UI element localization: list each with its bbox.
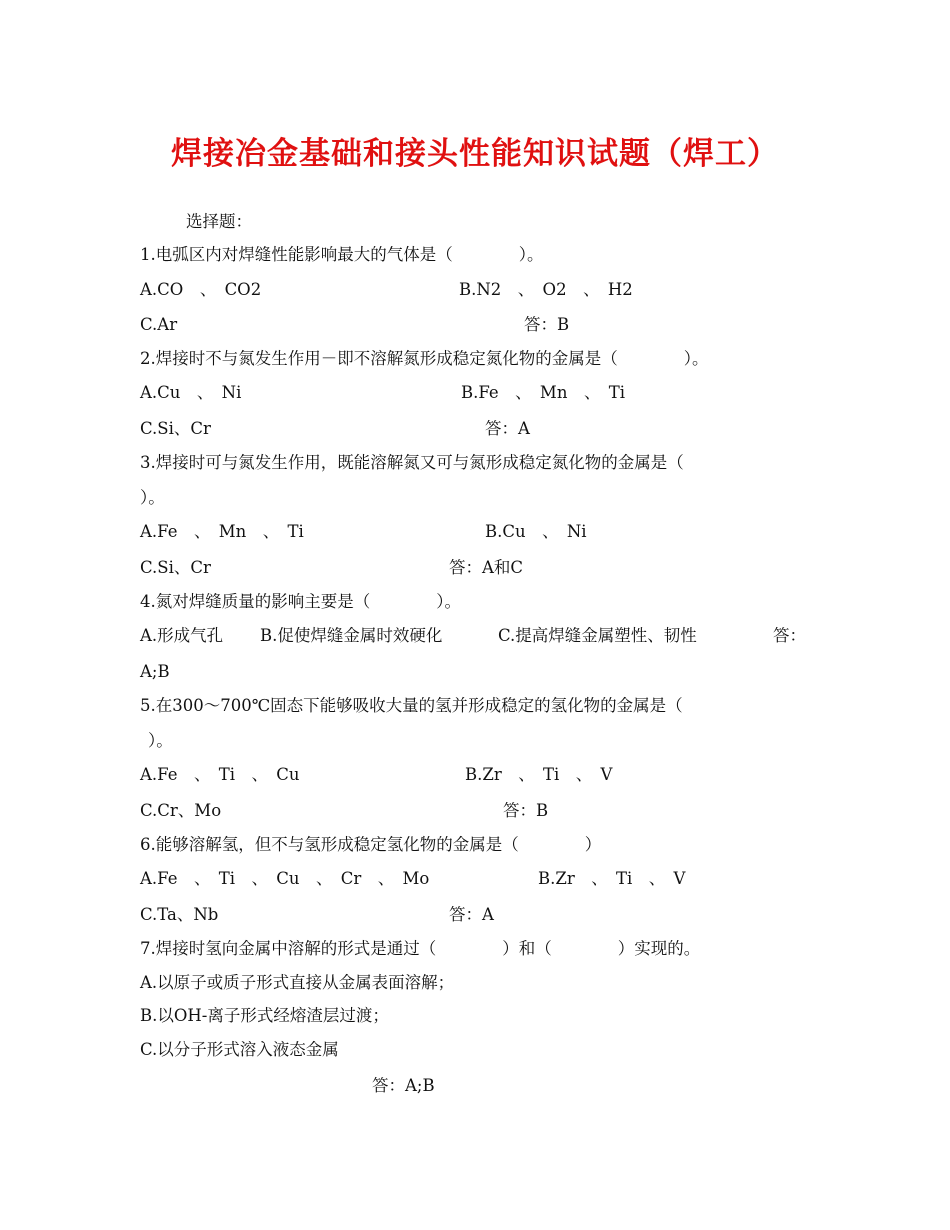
question-7-stem: 7.焊接时氢向金属中溶解的形式是通过（ ）和（ ）实现的。 bbox=[140, 939, 701, 958]
question-3-option-a: A.Fe 、 Mn 、 Ti bbox=[140, 522, 304, 541]
question-5-option-a: A.Fe 、 Ti 、 Cu bbox=[140, 765, 300, 784]
question-3-stem: 3.焊接时可与氮发生作用，既能溶解氮又可与氮形成稳定氮化物的金属是（ bbox=[140, 453, 684, 472]
question-6-option-c: C.Ta、Nb bbox=[140, 905, 219, 924]
question-4-stem: 4.氮对焊缝质量的影响主要是（ ）。 bbox=[140, 592, 461, 611]
question-2-option-b: B.Fe 、 Mn 、 Ti bbox=[461, 383, 625, 402]
question-7-option-b: B.以OH-离子形式经熔渣层过渡； bbox=[140, 1006, 389, 1025]
section-heading: 选择题： bbox=[186, 212, 252, 231]
question-3-stem-cont: ）。 bbox=[140, 488, 165, 507]
question-1-stem: 1.电弧区内对焊缝性能影响最大的气体是（ ）。 bbox=[140, 245, 544, 264]
question-6-stem: 6.能够溶解氢，但不与氢形成稳定氢化物的金属是（ ） bbox=[140, 835, 602, 854]
question-1-option-a: A.CO 、 CO2 bbox=[140, 280, 262, 299]
question-6-option-a: A.Fe 、 Ti 、 Cu 、 Cr 、 Mo bbox=[140, 869, 430, 888]
question-3-option-c: C.Si、Cr bbox=[140, 558, 211, 577]
question-1-option-c: C.Ar bbox=[140, 315, 178, 334]
question-5-option-c: C.Cr、Mo bbox=[140, 801, 222, 820]
document-title: 焊接冶金基础和接头性能知识试题（焊工） bbox=[171, 136, 779, 172]
question-2-option-c: C.Si、Cr bbox=[140, 419, 211, 438]
question-4-answer-value: A;B bbox=[140, 662, 170, 681]
question-7-option-c: C.以分子形式溶入液态金属 bbox=[140, 1040, 339, 1059]
question-6-option-b: B.Zr 、 Ti 、 V bbox=[538, 869, 686, 888]
question-4-option-b: B.促使焊缝金属时效硬化 bbox=[260, 626, 443, 645]
question-5-stem: 5.在300～700℃固态下能够吸收大量的氢并形成稳定的氢化物的金属是（ bbox=[140, 696, 683, 715]
question-5-answer: 答：B bbox=[503, 801, 549, 820]
question-5-stem-cont: ）。 bbox=[148, 731, 173, 750]
question-1-option-b: B.N2 、 O2 、 H2 bbox=[459, 280, 633, 299]
question-2-option-a: A.Cu 、 Ni bbox=[140, 383, 242, 402]
question-7-option-a: A.以原子或质子形式直接从金属表面溶解； bbox=[140, 973, 455, 992]
question-4-option-a: A.形成气孔 bbox=[140, 626, 224, 645]
question-3-option-b: B.Cu 、 Ni bbox=[485, 522, 587, 541]
question-4-option-c: C.提高焊缝金属塑性、韧性 bbox=[498, 626, 697, 645]
question-2-stem: 2.焊接时不与氮发生作用－即不溶解氮形成稳定氮化物的金属是（ ）。 bbox=[140, 349, 709, 368]
question-4-answer-label: 答： bbox=[773, 626, 806, 645]
question-3-answer: 答：A和C bbox=[449, 558, 524, 577]
question-7-answer: 答：A;B bbox=[372, 1076, 435, 1095]
question-1-answer: 答：B bbox=[524, 315, 570, 334]
question-6-answer: 答：A bbox=[449, 905, 494, 924]
question-5-option-b: B.Zr 、 Ti 、 V bbox=[465, 765, 613, 784]
question-2-answer: 答：A bbox=[485, 419, 530, 438]
